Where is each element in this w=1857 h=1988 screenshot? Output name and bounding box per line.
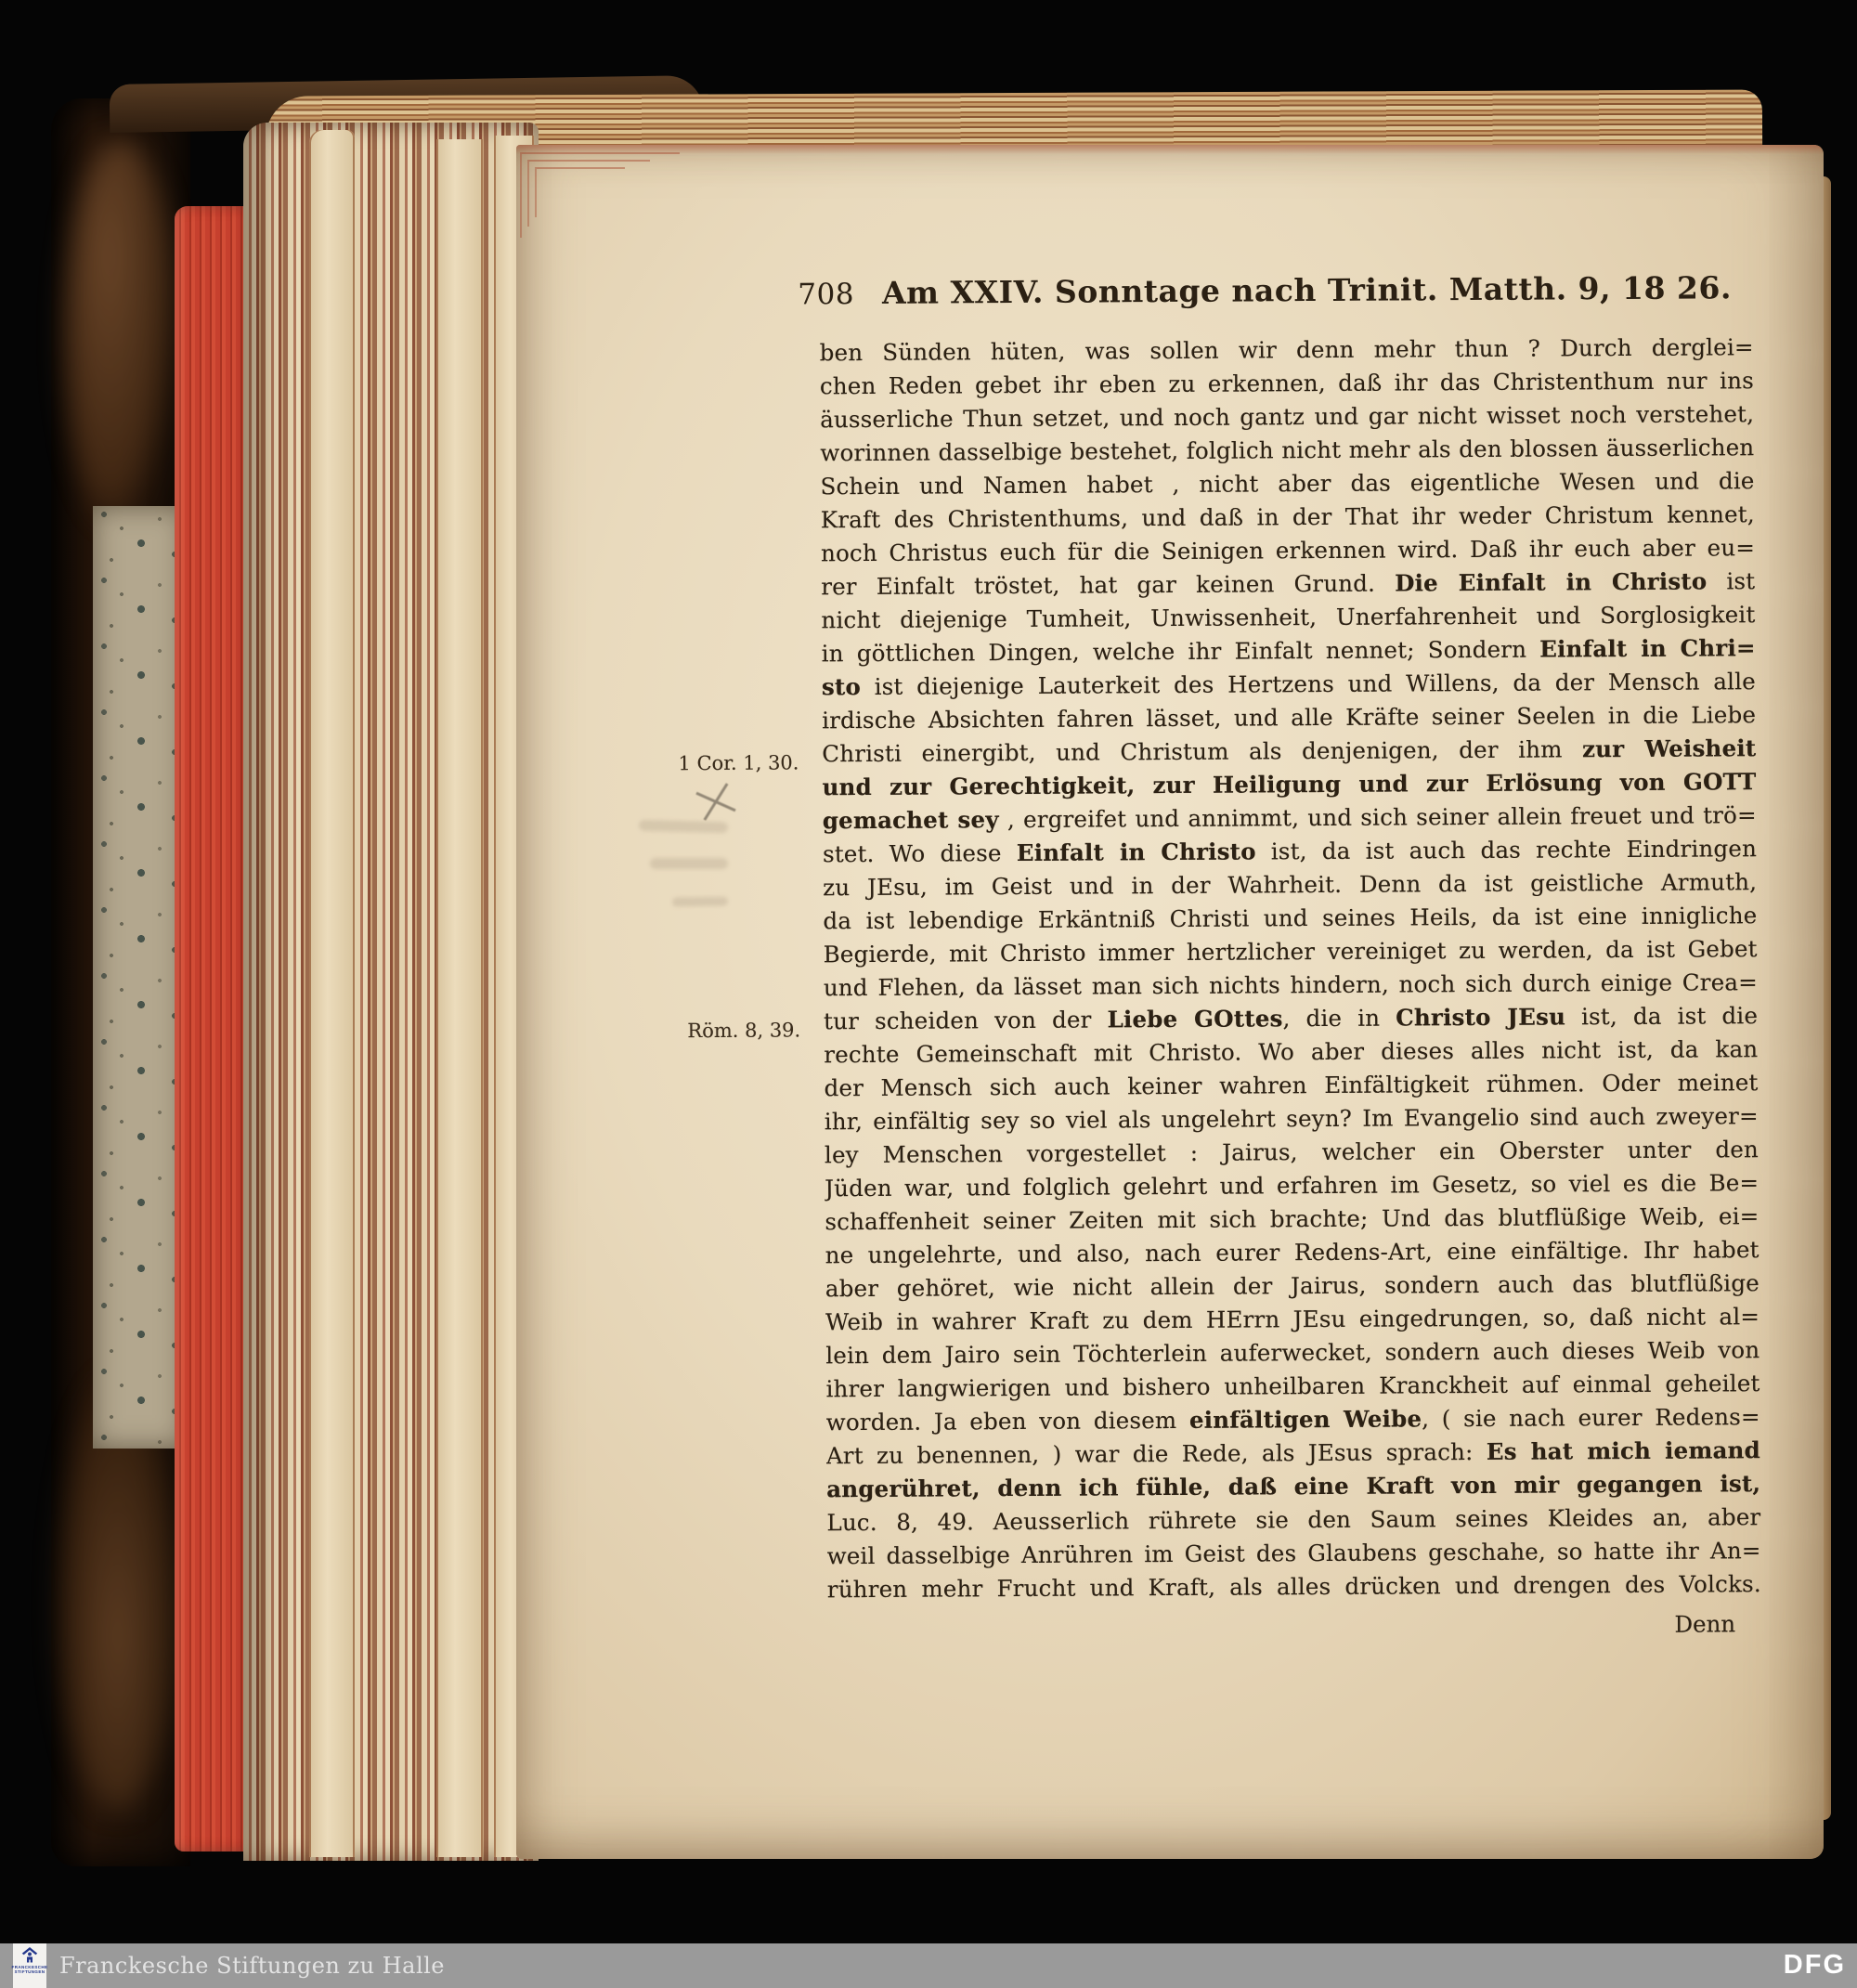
body-line: nicht diejenige Tumheit, Unwissenheit, Unerfahrenheit und Sorglosigkeit	[821, 601, 1756, 634]
body-line: ihr, einfältig sey so viel als ungelehrt seyn? Im Evangelio sind auch zweyer=	[824, 1102, 1759, 1136]
page-edge-band	[436, 139, 483, 1857]
scripture-margin-note: 1 Cor. 1, 30.	[678, 751, 799, 775]
body-line: lein dem Jairo sein Töchterlein auferwecket, sondern auch dieses Weib von	[825, 1336, 1760, 1370]
body-line: weil dasselbige Anrühren im Geist des Glaubens geschahe, so hatte ihr An=	[826, 1537, 1761, 1570]
leather-wear-blotch	[65, 139, 176, 529]
body-line	[822, 765, 1756, 804]
emphasized-text: Einfalt in Christo	[1016, 838, 1256, 867]
emphasized-text: Einfalt in Chri=	[1539, 634, 1756, 663]
body-text-block	[820, 331, 1762, 1645]
ink-bleed-through	[672, 896, 728, 906]
body-line: ne ungelehrte, und also, nach eurer Redens-Art, eine einfältige. Ihr habet	[825, 1236, 1760, 1269]
library-name: Franckesche Stiftungen zu Halle	[59, 1953, 446, 1979]
body-line: und Flehen, da lässet man sich nichts hindern, noch sich durch einige Crea=	[823, 968, 1758, 1002]
body-line: Weib in wahrer Kraft zu dem HErrn JEsu eingedrungen, so, daß nicht al=	[825, 1303, 1760, 1336]
body-line: äusserliche Thun setzet, und noch gantz und gar nicht wisset noch verstehet,	[820, 400, 1755, 434]
emphasized-text: sto	[821, 673, 862, 701]
running-title: Am XXIV. Sonntage nach Trinit. Matth. 9, 18 26.	[881, 269, 1732, 311]
body-line: da ist lebendige Erkäntniß Christi und seines Heils, da ist eine innigliche	[823, 902, 1758, 935]
body-line: ihrer langwierigen und bishero unheilbaren Kranckheit auf einmal geheilet	[825, 1370, 1760, 1403]
body-line: Jüden war, und folglich gelehrt und erfahren im Gesetz, so viel es die Be=	[825, 1169, 1760, 1202]
printed-text-layer	[511, 141, 1828, 1864]
body-line: ben Sünden hüten, was sollen wir denn mehr thun ? Durch derglei=	[819, 333, 1754, 367]
ink-bleed-through	[639, 820, 728, 834]
body-line: Kraft des Christenthums, und daß in der That ihr weder Christum kennet,	[820, 500, 1755, 534]
emphasized-text: und zur Gerechtigkeit, zur Heiligung und zur Erlösung von GOTT	[822, 768, 1757, 801]
body-line: Christi einergibt, und Christum als denjenigen, der ihm zur Weisheit	[822, 734, 1757, 768]
emphasized-text: gemachet sey	[822, 806, 999, 835]
running-header	[798, 269, 1732, 311]
franckesche-emblem-icon	[21, 1946, 38, 1965]
body-line: worden. Ja eben von diesem einfältigen Weibe, ( sie nach eurer Redens=	[825, 1403, 1760, 1436]
dfg-logo: DFG	[1783, 1950, 1846, 1980]
body-line: sto ist diejenige Lauterkeit des Hertzens und Willens, da der Mensch alle	[821, 668, 1756, 701]
body-line: aber gehöret, wie nicht allein der Jairus, sondern auch das blutflüßige	[825, 1269, 1760, 1303]
body-line: noch Christus euch für die Seinigen erkennen wird. Daß ihr euch aber eu=	[820, 534, 1756, 567]
attribution-bar	[0, 1943, 1857, 1988]
body-line: tur scheiden von der Liebe GOttes, die in Christo JEsu ist, da ist die	[824, 1002, 1759, 1035]
scripture-margin-note: Röm. 8, 39.	[687, 1019, 801, 1043]
body-line: stet. Wo diese Einfalt in Christo ist, da ist auch das rechte Eindringen	[822, 835, 1758, 868]
franckesche-stiftungen-logo	[13, 1943, 46, 1988]
page-number: 708	[798, 278, 855, 312]
body-line: rühren mehr Frucht und Kraft, als alles drücken und drengen des Volcks.	[826, 1570, 1761, 1604]
body-line: Schein und Namen habet , nicht aber das eigentliche Wesen und die	[820, 467, 1755, 500]
body-line: irdische Absichten fahren lässet, und alle Kräfte seiner Seelen in die Liebe	[822, 701, 1757, 734]
pencil-mark-cross	[691, 782, 739, 823]
emphasized-text: Christo JEsu	[1396, 1003, 1566, 1032]
logo-text-line2: STIFTUNGEN	[14, 1969, 45, 1974]
emphasized-text: Die Einfalt in Christo	[1395, 567, 1708, 597]
body-line: Begierde, mit Christo immer hertzlicher vereiniget zu werden, da ist Gebet	[823, 935, 1758, 968]
emphasized-text: angerühret, denn ich fühle, daß eine Kraft von mir gegangen ist,	[826, 1470, 1761, 1503]
logo-text-line1: FRANCKESCHE	[11, 1965, 48, 1969]
body-line: rer Einfalt tröstet, hat gar keinen Grund. Die Einfalt in Christo ist	[821, 567, 1756, 601]
emphasized-text: Liebe GOttes	[1107, 1005, 1283, 1033]
body-line: gemachet sey , ergreifet und annimmt, und sich seiner allein freuet und trö=	[822, 801, 1757, 835]
body-line	[826, 1467, 1760, 1506]
catchword: Denn	[1674, 1610, 1736, 1638]
body-line: chen Reden gebet ihr eben zu erkennen, daß ihr das Christenthum nur ins	[819, 367, 1755, 400]
body-line: Luc. 8, 49. Aeusserlich rührete sie den Saum seines Kleides an, aber	[826, 1503, 1761, 1537]
body-line: rechte Gemeinschaft mit Christo. Wo aber dieses alles nicht ist, da kan	[824, 1035, 1759, 1069]
body-line: schaffenheit seiner Zeiten mit sich brachte; Und das blutflüßige Weib, ei=	[825, 1202, 1760, 1236]
page-edge-band	[309, 130, 355, 1857]
book-page	[516, 145, 1824, 1859]
body-line: Art zu benennen, ) war die Rede, als JEsus sprach: Es hat mich iemand	[825, 1436, 1761, 1470]
emphasized-text: Es hat mich iemand	[1486, 1436, 1761, 1465]
body-line: der Mensch sich auch keiner wahren Einfältigkeit rühmen. Oder meinet	[824, 1069, 1759, 1102]
body-line: in göttlichen Dingen, welche ihr Einfalt nennet; Sondern Einfalt in Chri=	[821, 634, 1756, 668]
emphasized-text: einfältigen Weibe	[1188, 1405, 1422, 1434]
marbled-board	[93, 506, 186, 1449]
body-line: ley Menschen vorgestellet : Jairus, welcher ein Oberster unter den	[824, 1136, 1760, 1169]
body-line: zu JEsu, im Geist und in der Wahrheit. Denn da ist geistliche Armuth,	[823, 868, 1758, 902]
body-line: worinnen dasselbige bestehet, folglich nicht mehr als den blossen äusserlichen	[820, 434, 1755, 467]
emphasized-text: zur Weisheit	[1581, 734, 1757, 763]
ink-bleed-through	[650, 858, 728, 869]
